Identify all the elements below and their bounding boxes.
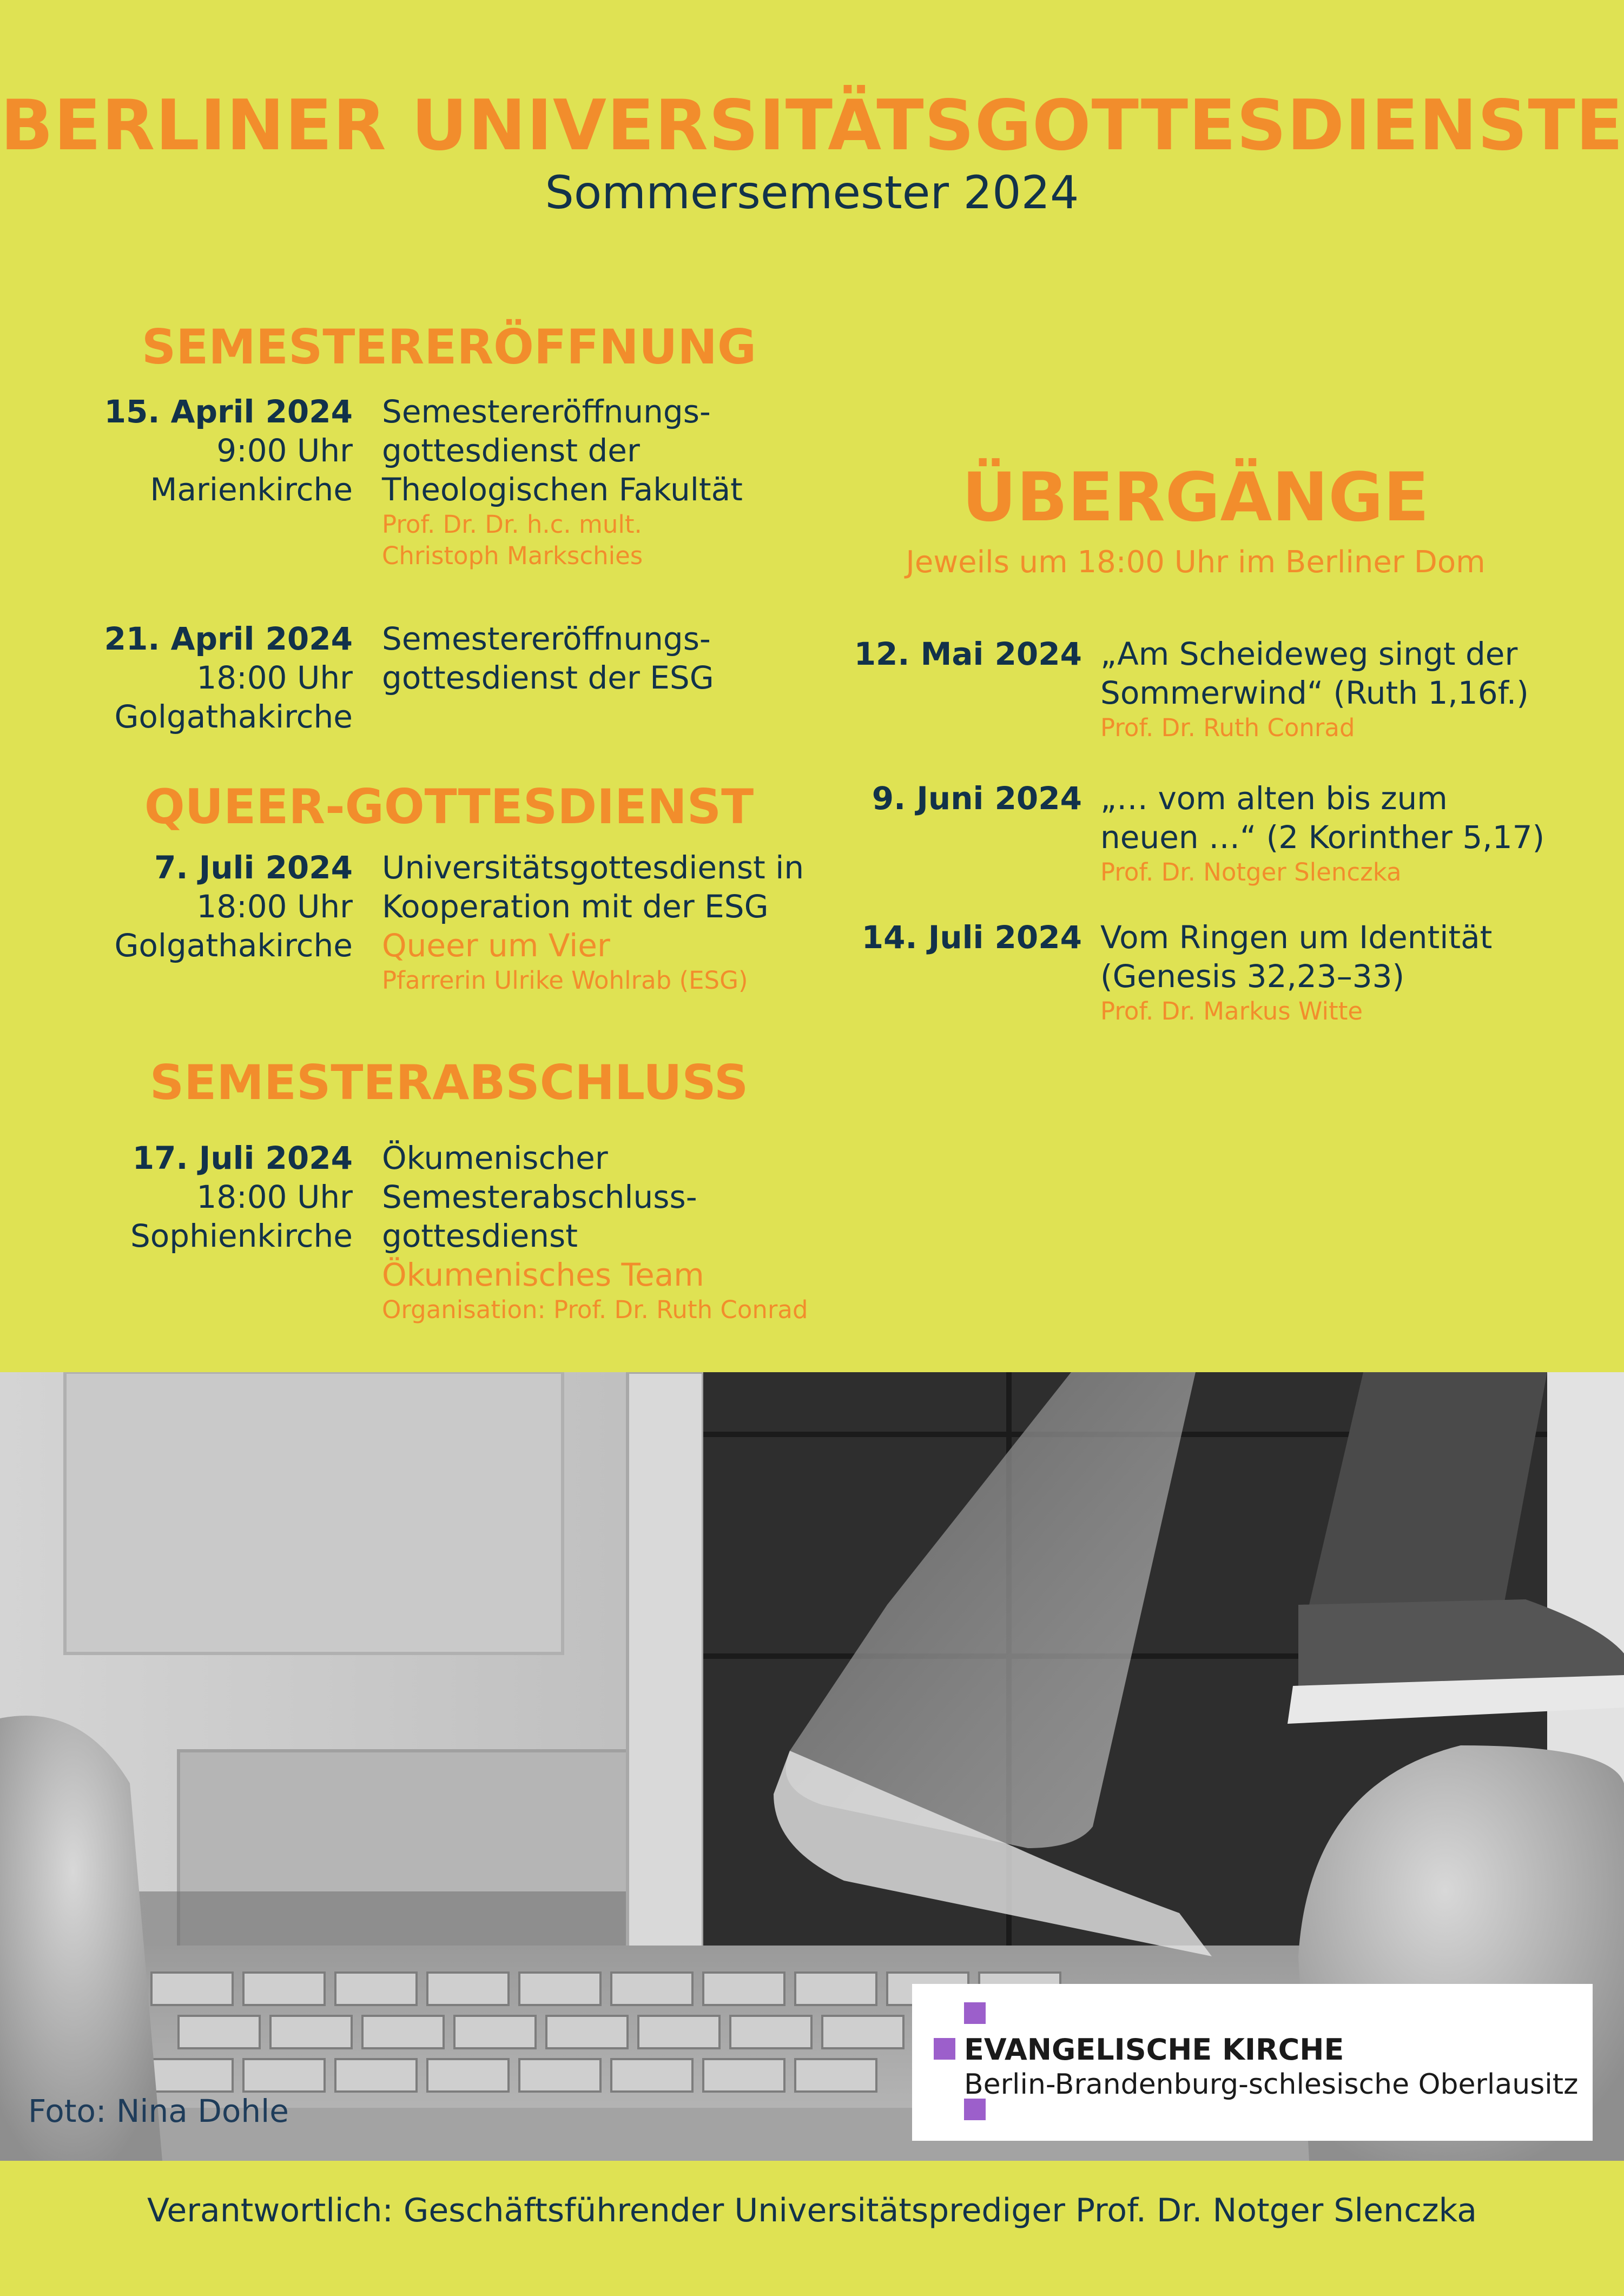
logo-square-top [964,2002,986,2024]
event-title-line: Semesterabschluss- [382,1179,697,1215]
section-subheading-transitions: Jeweils um 18:00 Uhr im Berliner Dom [906,545,1486,580]
event-place: Golgathakirche [114,927,353,964]
event-group: Queer um Vier [382,927,610,964]
event-speaker: Pfarrerin Ulrike Wohlrab (ESG) [382,966,748,995]
event-time: 18:00 Uhr [196,1179,353,1215]
event-speaker: Prof. Dr. Markus Witte [1100,997,1363,1025]
logo-region: Berlin-Brandenburg-schlesische Oberlausitz [964,2068,1579,2101]
event-title-line: gottesdienst [382,1218,578,1254]
logo-square-left [934,2038,955,2060]
event-date: 21. April 2024 [104,620,353,657]
section-heading-closing: SEMESTERABSCHLUSS [149,1055,749,1110]
event-organisation: Organisation: Prof. Dr. Ruth Conrad [382,1295,808,1324]
event-title-line: Semestereröffnungs- [382,393,711,430]
event-date: 9. Juni 2024 [872,780,1082,817]
event-title-line: Ökumenischer [382,1140,608,1176]
event-time: 9:00 Uhr [216,432,353,469]
section-heading-transitions: ÜBERGÄNGE [962,459,1429,537]
event-date: 12. Mai 2024 [854,636,1082,672]
event-date: 15. April 2024 [104,393,353,430]
logo-square-bottom [964,2099,986,2120]
logo-name: EVANGELISCHE KIRCHE [964,2033,1344,2067]
footer-responsible: Verantwortlich: Geschäftsführender Universitätsprediger Prof. Dr. Notger Slenczka [147,2192,1477,2229]
event-title-line: Semestereröffnungs- [382,620,711,657]
event-speaker: Prof. Dr. Notger Slenczka [1100,858,1402,886]
event-title-line: „… vom alten bis zum [1100,780,1448,817]
event-time: 18:00 Uhr [196,888,353,925]
event-transition-3 [0,918,1624,1026]
event-title-line: Kooperation mit der ESG [382,888,769,925]
section-heading-queer: QUEER-GOTTESDIENST [144,779,754,835]
event-title-line: Universitätsgottesdienst in [382,849,804,886]
event-speaker: Prof. Dr. Ruth Conrad [1100,713,1355,742]
event-title-line: (Genesis 32,23–33) [1100,958,1405,995]
event-title-line: Vom Ringen um Identität [1100,919,1493,956]
event-place: Golgathakirche [114,698,353,735]
event-time: 18:00 Uhr [196,659,353,696]
page-subtitle: Sommersemester 2024 [545,166,1079,219]
event-speaker: Christoph Markschies [382,541,643,570]
event-group: Ökumenisches Team [382,1256,704,1293]
event-title-line: gottesdienst der [382,432,640,469]
event-title-line: gottesdienst der ESG [382,659,714,696]
photo-credit: Foto: Nina Dohle [28,2093,289,2129]
event-place: Marienkirche [150,471,353,508]
event-title-line: Theologischen Fakultät [382,471,743,508]
event-place: Sophienkirche [130,1218,353,1254]
event-date: 17. Juli 2024 [132,1140,353,1176]
event-transition-1 [0,634,1624,743]
section-heading-opening: SEMESTERERÖFFNUNG [141,319,757,375]
page-title: BERLINER UNIVERSITÄTSGOTTESDIENSTE [0,85,1624,166]
event-date: 7. Juli 2024 [154,849,353,886]
event-date: 14. Juli 2024 [861,919,1082,956]
event-title-line: neuen …“ (2 Korinther 5,17) [1100,819,1545,856]
event-closing [0,1139,1624,1344]
church-logo [912,1984,1593,2141]
event-title-line: „Am Scheideweg singt der [1100,636,1518,672]
event-transition-2 [0,779,1624,887]
event-title-line: Sommerwind“ (Ruth 1,16f.) [1100,674,1529,711]
event-speaker: Prof. Dr. Dr. h.c. mult. [382,510,642,539]
